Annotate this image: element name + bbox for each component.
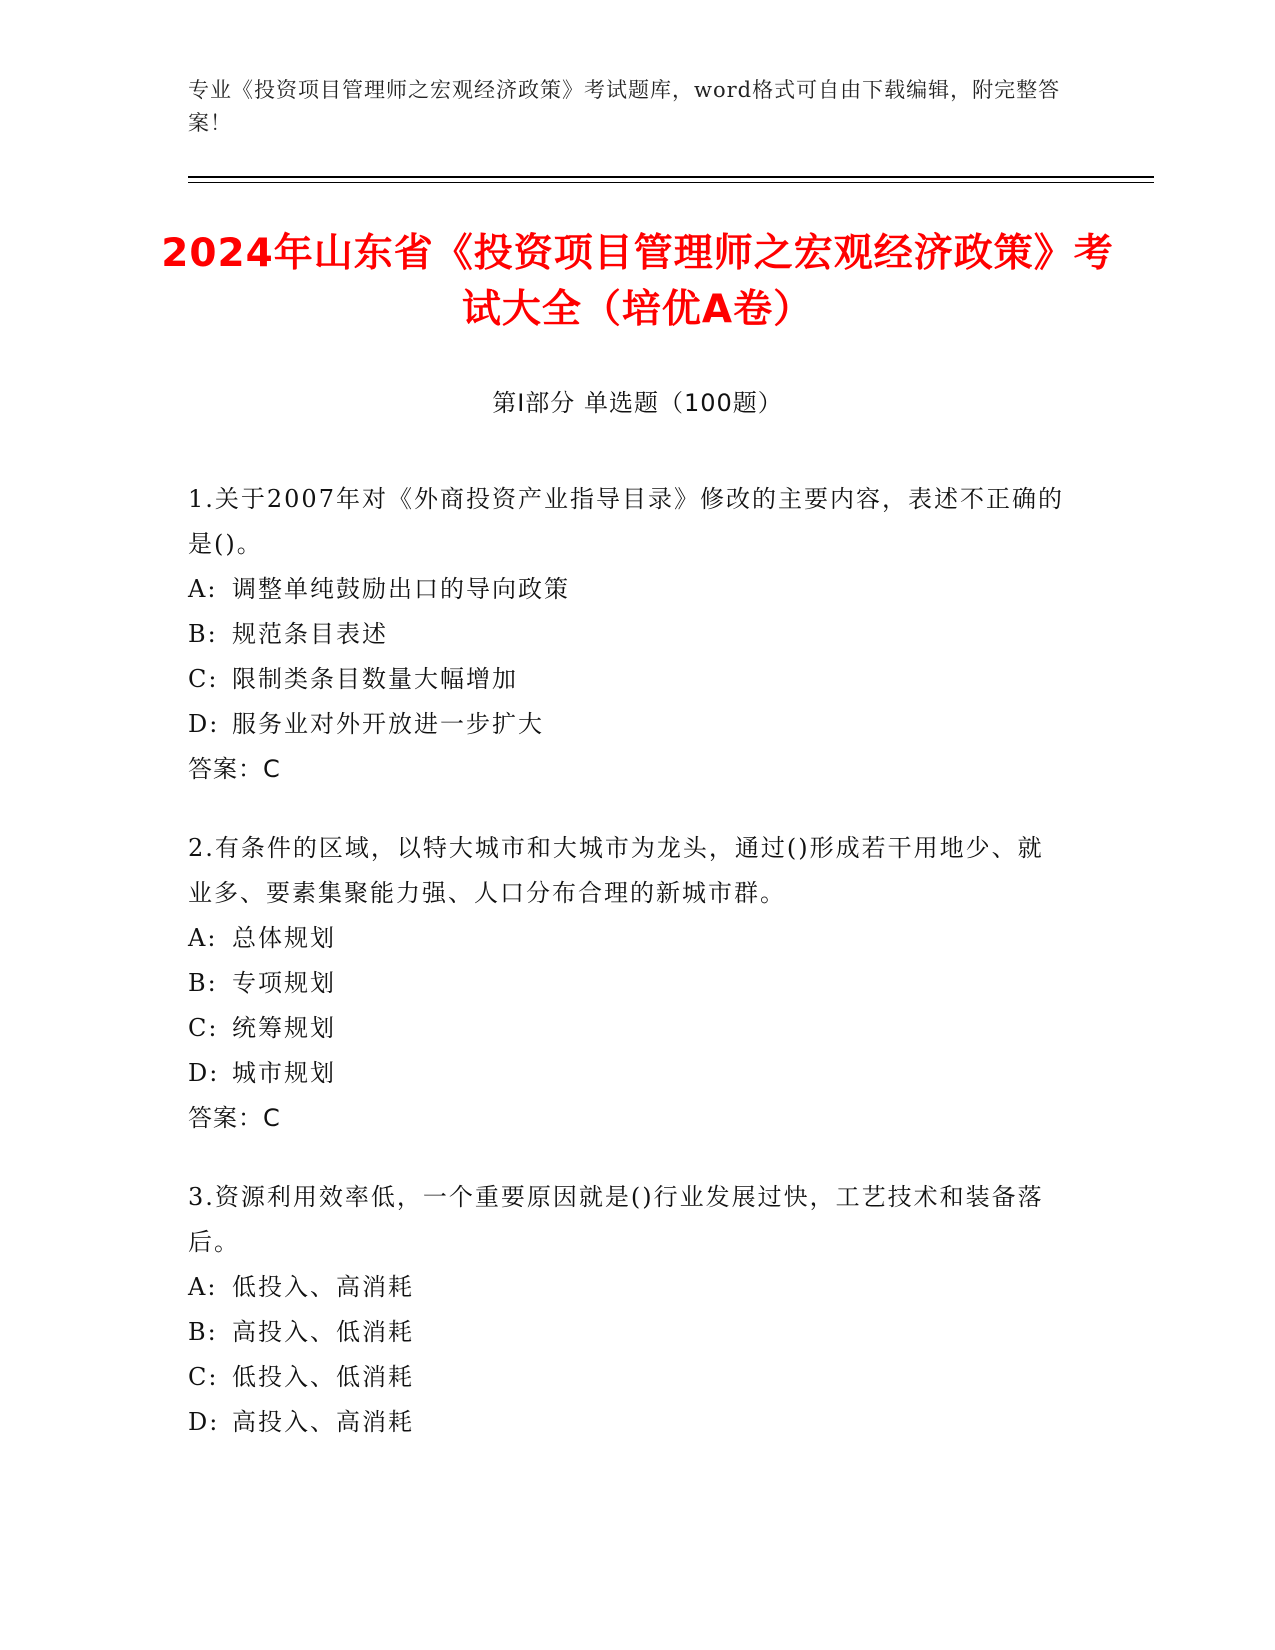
- option-d: [188, 1051, 1068, 1096]
- option-text: 低投入、低消耗: [232, 1363, 414, 1391]
- answer-line: 答案：C: [188, 755, 281, 783]
- option-c: [188, 657, 1068, 702]
- option-text: 专项规划: [232, 969, 336, 997]
- option-c: [188, 1006, 1068, 1051]
- section-title: 第I部分 单选题（100题）: [492, 389, 783, 417]
- header-divider-thin: [188, 182, 1154, 183]
- option-a: [188, 567, 1068, 612]
- option-letter: D:: [188, 710, 220, 738]
- option-b: [188, 1310, 1068, 1355]
- option-text: 统筹规划: [232, 1014, 336, 1042]
- question-1: [188, 477, 1068, 792]
- option-text: 服务业对外开放进一步扩大: [232, 710, 544, 738]
- option-text: 城市规划: [232, 1059, 336, 1087]
- question-3: [188, 1175, 1068, 1445]
- document-title: 2024年山东省《投资项目管理师之宏观经济政策》考试大全（培优A卷）: [161, 231, 1114, 332]
- option-letter: C:: [188, 665, 219, 693]
- option-text: 低投入、高消耗: [232, 1273, 414, 1301]
- answer-line: 答案：C: [188, 1104, 281, 1132]
- option-text: 总体规划: [232, 924, 336, 952]
- option-b: [188, 612, 1068, 657]
- option-letter: A:: [188, 575, 218, 603]
- option-d: [188, 702, 1068, 747]
- header-divider-thick: [188, 176, 1154, 178]
- question-stem: 2.有条件的区域，以特大城市和大城市为龙头，通过()形成若干用地少、就业多、要素集聚能力强、人口分布合理的新城市群。: [188, 834, 1044, 907]
- question-list: [188, 477, 1068, 1479]
- option-letter: B:: [188, 620, 218, 648]
- question-stem: 3.资源利用效率低，一个重要原因就是()行业发展过快，工艺技术和装备落后。: [188, 1183, 1044, 1256]
- option-letter: D:: [188, 1059, 220, 1087]
- option-letter: D:: [188, 1408, 220, 1436]
- option-text: 高投入、低消耗: [232, 1318, 414, 1346]
- option-letter: C:: [188, 1363, 219, 1391]
- option-a: [188, 1265, 1068, 1310]
- question-2: [188, 826, 1068, 1141]
- option-text: 规范条目表述: [232, 620, 388, 648]
- option-c: [188, 1355, 1068, 1400]
- option-letter: A:: [188, 924, 218, 952]
- option-letter: C:: [188, 1014, 219, 1042]
- option-text: 调整单纯鼓励出口的导向政策: [232, 575, 570, 603]
- option-text: 高投入、高消耗: [232, 1408, 414, 1436]
- question-stem: 1.关于2007年对《外商投资产业指导目录》修改的主要内容，表述不正确的是()。: [188, 485, 1064, 558]
- option-letter: A:: [188, 1273, 218, 1301]
- option-d: [188, 1400, 1068, 1445]
- option-letter: B:: [188, 1318, 218, 1346]
- option-text: 限制类条目数量大幅增加: [232, 665, 518, 693]
- option-b: [188, 961, 1068, 1006]
- header-note: 专业《投资项目管理师之宏观经济政策》考试题库，word格式可自由下载编辑，附完整答案！: [188, 78, 1061, 135]
- option-letter: B:: [188, 969, 218, 997]
- option-a: [188, 916, 1068, 961]
